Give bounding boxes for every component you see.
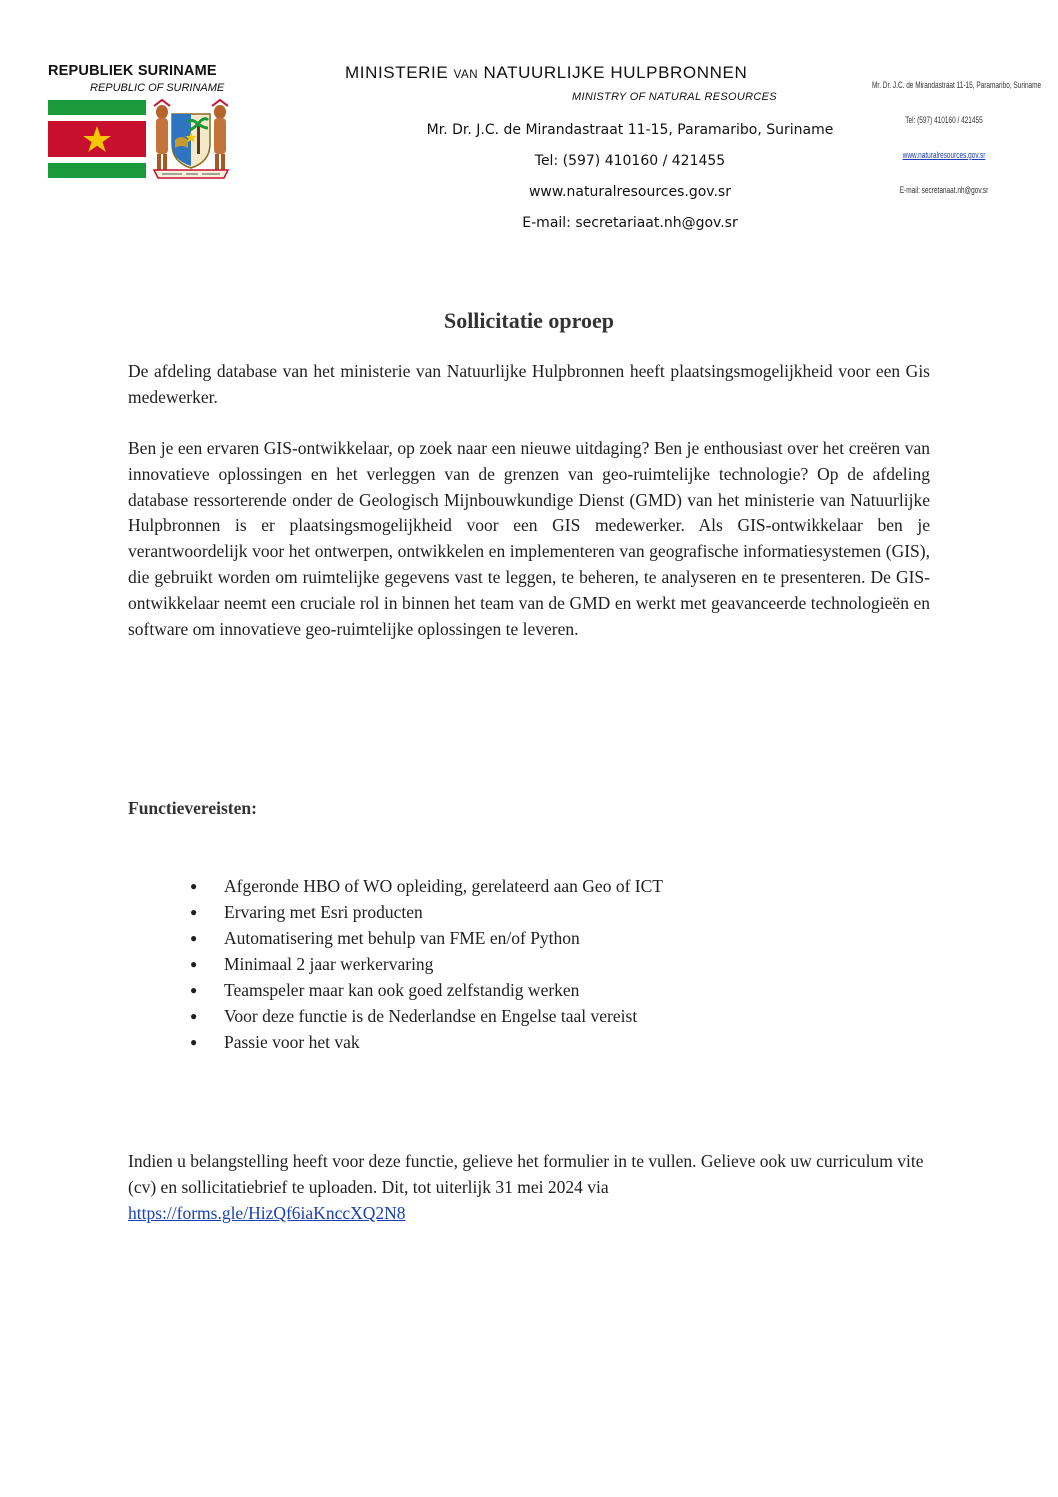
ministry-name-nl-part2: NATUURLIJKE HULPBRONNEN [478, 63, 748, 82]
flag-stripe-green-top [48, 100, 146, 115]
list-item [190, 951, 663, 977]
requirement-text: Minimaal 2 jaar werkervaring [224, 954, 434, 974]
bullet-icon: ● [190, 1009, 198, 1023]
requirement-text: Teamspeler maar kan ook goed zelfstandig werken [224, 980, 580, 1000]
bullet-icon: ● [190, 905, 198, 919]
list-item [190, 977, 663, 1003]
description-paragraph: Ben je een ervaren GIS-ontwikkelaar, op zoek naar een nieuwe uitdaging? Ben je enthousiast over het creëren van innovatieve oplossingen en het verleggen van de grenzen van geo-ruimtelijke technologie? Op de afdeling database ressorterende onder de Geologisch Mijnbouwkundige Dienst (GMD) van het ministerie van Natuurlijke Hulpbronnen is er plaatsingsmogelijkheid voor een GIS medewerker. Als GIS-ontwikkelaar ben je verantwoordelijk voor het ontwerpen, ontwikkelen en implementeren van geografische informatiesystemen (GIS), die gebruikt worden om ruimtelijke gegevens vast te leggen, te beheren, te analyseren en te presenteren. De GIS-ontwikkelaar neemt een cruciale rol in binnen het team van de GMD en werkt met geavanceerde technologieën en software om innovatieve geo-ruimtelijke oplossingen te leveren. [128, 438, 930, 639]
requirement-text: Automatisering met behulp van FME en/of Python [224, 928, 580, 948]
closing-paragraph [128, 1148, 930, 1226]
flag-stripe-white-bottom [48, 157, 146, 163]
bullet-icon: ● [190, 983, 198, 997]
side-website-link[interactable]: www.naturalresources.gov.sr [902, 150, 986, 160]
list-item [190, 873, 663, 899]
coat-of-arms-logo [148, 96, 234, 180]
ministry-name-nl-van: VAN [453, 69, 479, 81]
requirement-text: Passie voor het vak [224, 1032, 360, 1052]
application-form-link[interactable]: https://forms.gle/HizQf6iaKnccXQ2N8 [128, 1203, 406, 1223]
contact-address: Mr. Dr. J.C. de Mirandastraat 11-15, Paramaribo, Suriname [426, 122, 834, 138]
ministry-name-nl-part1: MINISTERIE [345, 63, 454, 82]
ministry-name-nl [345, 63, 747, 83]
list-item [190, 1003, 663, 1029]
bullet-icon: ● [190, 879, 198, 893]
requirement-text: Voor deze functie is de Nederlandse en Engelse taal vereist [224, 1006, 638, 1026]
side-email: E-mail: secretariaat.nh@gov.sr [899, 185, 989, 195]
side-tel: Tel: (597) 410160 / 421455 [905, 115, 983, 125]
closing-text: Indien u belangstelling heeft voor deze functie, gelieve het formulier in te vullen. Gelieve ook uw curriculum vite (cv) en sollicitatiebrief te uploaden. Dit, tot uiterlijk 31 mei 2024 via [128, 1151, 924, 1197]
republic-title-nl: REPUBLIEK SURINAME [48, 63, 217, 79]
intro-paragraph: De afdeling database van het ministerie van Natuurlijke Hulpbronnen heeft plaatsingsmogelijkheid voor een Gis medewerker. [128, 361, 930, 407]
bullet-icon: ● [190, 957, 198, 971]
contact-email[interactable]: E-mail: secretariaat.nh@gov.sr [522, 215, 738, 231]
page-title: Sollicitatie oproep [443, 308, 615, 333]
list-item [190, 899, 663, 925]
flag-stripe-green-bottom [48, 163, 146, 178]
side-address: Mr. Dr. J.C. de Mirandastraat 11-15, Paramaribo, Suriname [872, 80, 1042, 90]
requirements-list [190, 873, 663, 1055]
republic-title-en: REPUBLIC OF SURINAME [90, 82, 225, 94]
list-item [190, 925, 663, 951]
requirement-text: Ervaring met Esri producten [224, 902, 423, 922]
ministry-name-en: MINISTRY OF NATURAL RESOURCES [572, 91, 777, 103]
flag-stripe-white-top [48, 115, 146, 121]
list-item [190, 1029, 663, 1055]
contact-website[interactable]: www.naturalresources.gov.sr [528, 184, 731, 200]
requirements-heading: Functievereisten: [128, 798, 257, 818]
contact-tel: Tel: (597) 410160 / 421455 [534, 153, 726, 169]
requirement-text: Afgeronde HBO of WO opleiding, gerelateerd aan Geo of ICT [224, 876, 663, 896]
bullet-icon: ● [190, 1035, 198, 1049]
bullet-icon: ● [190, 931, 198, 945]
suriname-flag-logo [48, 100, 146, 178]
